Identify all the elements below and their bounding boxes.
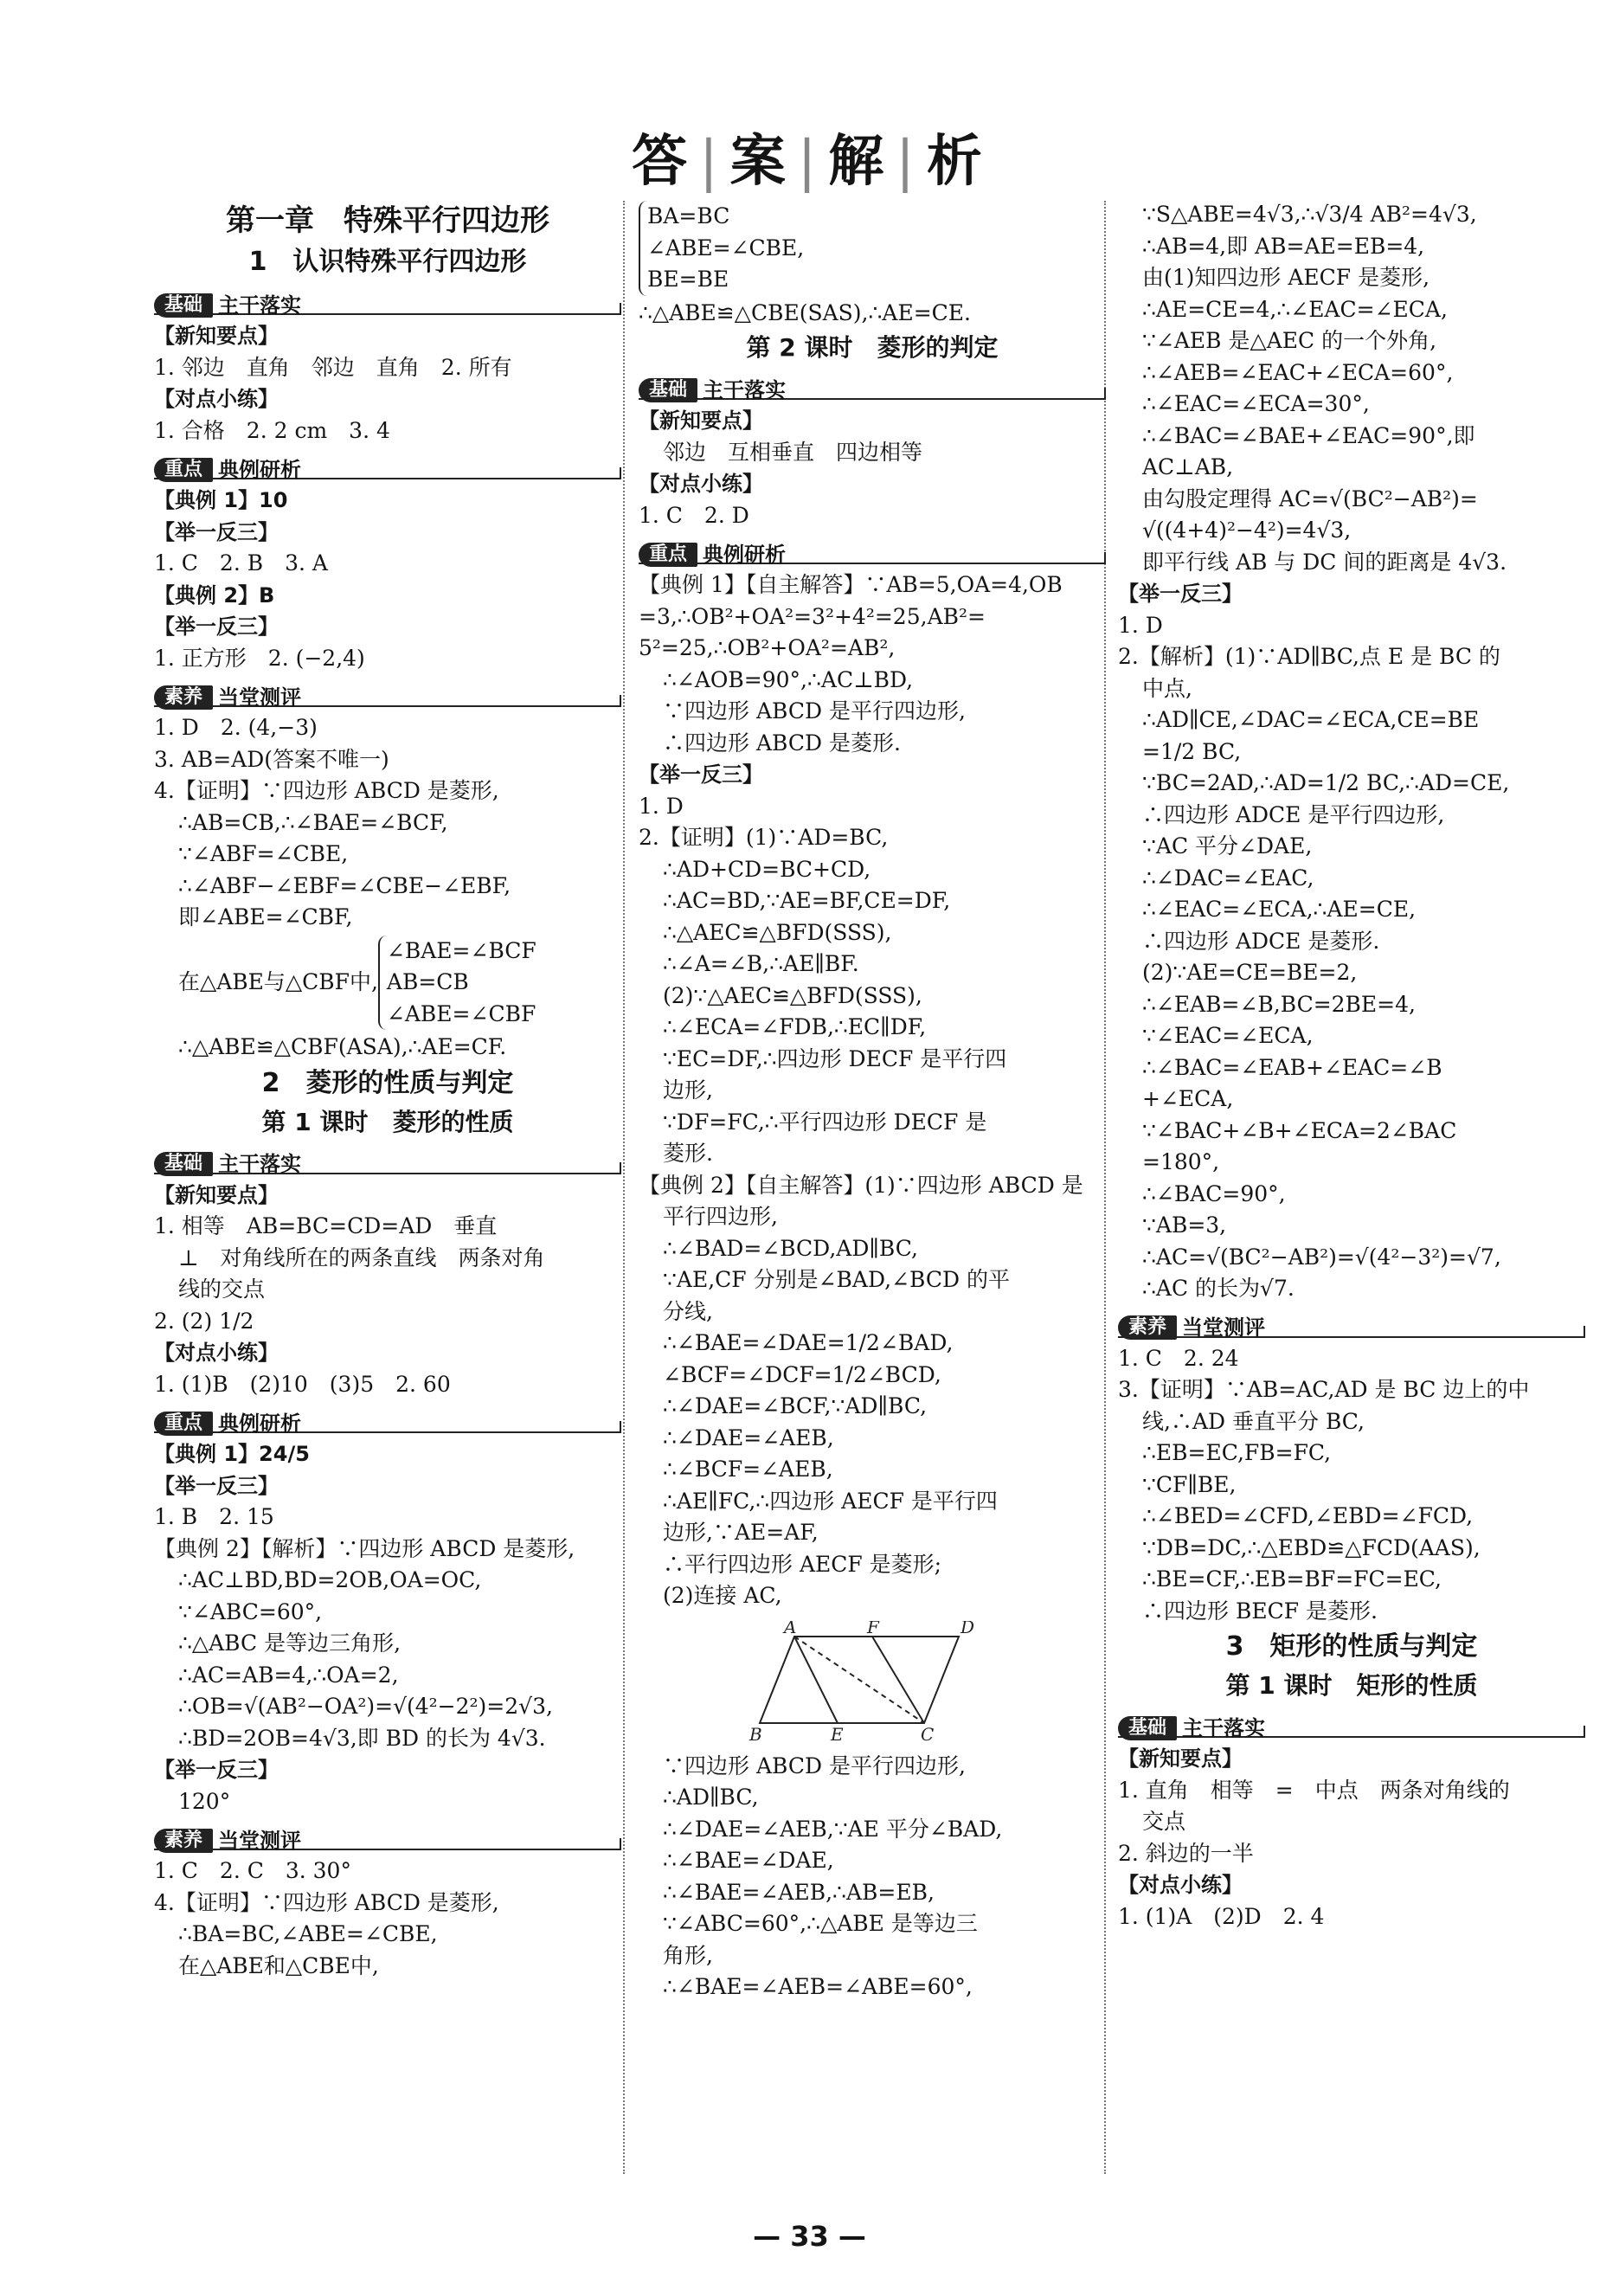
answer-line: ∵DF=FC,∴平行四边形 DECF 是 — [663, 1109, 987, 1135]
answer-line: (2)∵△AEC≌△BFD(SSS), — [663, 982, 922, 1008]
answer-column-1 — [154, 199, 621, 2216]
answer-column-2 — [639, 199, 1106, 2216]
answer-line: 由勾股定理得 AC=√(BC²−AB²)= — [1142, 486, 1478, 511]
answer-line: 【典例 2】【解析】∵四边形 ABCD 是菱形, — [154, 1535, 575, 1561]
answer-line: 平行四边形, — [663, 1204, 778, 1229]
answer-line: 【典例 2】【自主解答】(1)∵四边形 ABCD 是 — [639, 1172, 1083, 1198]
answer-line: ∴平行四边形 AECF 是菱形; — [663, 1551, 942, 1577]
answer-line: ∴AD+CD=BC+CD, — [663, 856, 871, 882]
answer-line: ⊥ 对角线所在的两条直线 两条对角 — [178, 1244, 545, 1270]
answer-line: ∴AC=√(BC²−AB²)=√(4²−3²)=√7, — [1142, 1244, 1501, 1270]
answer-line: ∴∠BCF=∠AEB, — [663, 1457, 833, 1482]
answer-line: 即平行线 AB 与 DC 间的距离是 4√3. — [1142, 549, 1507, 575]
answer-line: 边形,∵AE=AF, — [663, 1520, 819, 1545]
section-bar-jichu: 基础 主干落实 — [154, 286, 621, 315]
answer-line: 即∠ABE=∠CBF, — [178, 904, 353, 929]
section-title: 2 菱形的性质与判定 — [261, 1067, 514, 1098]
answer-line: ∴∠BED=∠CFD,∠EBD=∠FCD, — [1142, 1503, 1474, 1528]
answer-line: (2)∵AE=CE=BE=2, — [1142, 960, 1358, 985]
point-label-a: A — [784, 1620, 797, 1637]
chapter-title: 第一章 特殊平行四边形 — [226, 203, 549, 238]
answer-line: ∴AC⊥BD,BD=2OB,OA=OC, — [178, 1567, 482, 1592]
lesson-title: 第 2 课时 菱形的判定 — [746, 333, 999, 362]
answer-line: 1. 相等 AB=BC=CD=AD 垂直 — [154, 1213, 498, 1238]
parallelogram-diagram — [742, 1621, 1002, 1742]
point-label-b: B — [749, 1723, 762, 1742]
subheading: 【举一反三】 — [154, 1758, 279, 1782]
subheading: 【新知要点】 — [639, 408, 763, 433]
point-label-c: C — [921, 1723, 935, 1742]
answer-line: ∴∠BAE=∠DAE, — [663, 1848, 834, 1873]
section-bar-zhongdian: 重点 典例研析 — [639, 535, 1106, 564]
section-bar-zhongdian: 重点 典例研析 — [154, 450, 621, 479]
answer-line: 2. 斜边的一半 — [1118, 1840, 1254, 1866]
brace-group: 在△ABE与△CBF中, ∠BAE=∠BCF AB=CB ∠ABE=∠CBF — [154, 934, 621, 1032]
subheading: 【对点小练】 — [154, 1341, 279, 1365]
answer-line: 【典例 1】【自主解答】∵AB=5,OA=4,OB — [639, 572, 1063, 597]
answer-line: ∴∠EAC=∠ECA,∴AE=CE, — [1142, 897, 1417, 922]
subheading: 【新知要点】 — [154, 1182, 279, 1207]
answer-line: 1. D 2. (4,−3) — [154, 715, 318, 740]
answer-line: ∵DB=DC,∴△EBD≌△FCD(AAS), — [1142, 1534, 1481, 1560]
answer-line: =3,∴OB²+OA²=3²+4²=25,AB²= — [639, 603, 986, 629]
answer-line: ∴AE=CE=4,∴∠EAC=∠ECA, — [1142, 296, 1448, 322]
answer-line: ∴AB=4,即 AB=AE=EB=4, — [1142, 233, 1425, 259]
answer-line: ∴∠DAC=∠EAC, — [1142, 865, 1314, 891]
segment-fc — [872, 1637, 924, 1723]
answer-line: ∴△ABE≌△CBE(SAS),∴AE=CE. — [639, 299, 971, 325]
subheading: 【典例 1】24/5 — [154, 1442, 310, 1466]
subheading: 【典例 1】10 — [154, 488, 288, 512]
answer-line: ∴AB=CB,∴∠BAE=∠BCF, — [178, 809, 448, 835]
answer-line: ∴△AEC≌△BFD(SSS), — [663, 919, 892, 945]
answer-line: ∴∠DAE=∠AEB, — [663, 1425, 834, 1450]
answer-column-3 — [1118, 199, 1585, 2216]
answer-line: ∴四边形 ADCE 是平行四边形, — [1142, 801, 1445, 827]
answer-line: ∵AB=3, — [1142, 1212, 1227, 1238]
answer-line: =1/2 BC, — [1142, 738, 1242, 764]
answer-line: ∠BCF=∠DCF=1/2∠BCD, — [663, 1361, 941, 1387]
subheading: 【新知要点】 — [154, 324, 279, 348]
answer-line: 1. B 2. 15 — [154, 1504, 274, 1529]
section-bar-suyang: 素养 当堂测评 — [154, 1821, 621, 1850]
answer-line: ∴△ABC 是等边三角形, — [178, 1630, 402, 1656]
answer-line: ∴四边形 ABCD 是菱形. — [663, 730, 901, 756]
answer-line: ∴∠EAC=∠ECA=30°, — [1142, 391, 1370, 416]
subheading: 【举一反三】 — [154, 614, 279, 639]
answer-line: ∴∠BAC=∠BAE+∠EAC=90°,即 — [1142, 422, 1475, 448]
answer-line: ∴BE=CF,∴EB=BF=FC=EC, — [1142, 1566, 1442, 1592]
answer-line: ∴∠ABF−∠EBF=∠CBE−∠EBF, — [178, 872, 511, 898]
answer-line: 1. (1)A (2)D 2. 4 — [1118, 1903, 1325, 1929]
subheading: 【对点小练】 — [1118, 1873, 1243, 1897]
answer-line: 线的交点 — [178, 1277, 266, 1302]
answer-line: 2.【证明】(1)∵AD=BC, — [639, 825, 889, 850]
answer-line: √((4+4)²−4²)=4√3, — [1142, 518, 1352, 543]
answer-line: ∵AE,CF 分别是∠BAD,∠BCD 的平 — [663, 1267, 1010, 1292]
answer-line: 线,∴AD 垂直平分 BC, — [1142, 1408, 1365, 1434]
answer-line: 邻边 互相垂直 四边相等 — [663, 439, 923, 465]
subheading: 【新知要点】 — [1118, 1746, 1243, 1771]
point-label-f: F — [867, 1620, 879, 1637]
answer-line: ∴四边形 ADCE 是菱形. — [1142, 928, 1380, 954]
subheading: 【举一反三】 — [639, 762, 763, 787]
answer-line: ∵∠AEB 是△AEC 的一个外角, — [1142, 328, 1437, 353]
answer-line: 1. (1)B (2)10 (3)5 2. 60 — [154, 1371, 451, 1397]
subheading: 【典例 2】B — [154, 582, 275, 608]
subheading: 【对点小练】 — [154, 387, 279, 411]
answer-line: 1. D — [1118, 612, 1163, 638]
answer-line: ∴AC 的长为√7. — [1142, 1276, 1295, 1301]
parallelogram-figure — [639, 1621, 1106, 1742]
section-bar-jichu: 基础 主干落实 — [154, 1145, 621, 1174]
title-char: 解 — [828, 130, 890, 194]
title-char: 析 — [926, 130, 987, 194]
segment-ac-dashed — [794, 1637, 924, 1723]
lesson-title: 第 1 课时 矩形的性质 — [1225, 1671, 1478, 1700]
answer-line: ∴∠BAE=∠DAE=1/2∠BAD, — [663, 1330, 954, 1355]
answer-line: ∴∠BAE=∠AEB=∠ABE=60°, — [663, 1974, 973, 1999]
page-title: 答 | 案 | 解 | 析 — [632, 130, 987, 194]
answer-line: ∵S△ABE=4√3,∴√3/4 AB²=4√3, — [1142, 202, 1477, 227]
answer-line: (2)连接 AC, — [663, 1583, 782, 1608]
answer-line: ∵EC=DF,∴四边形 DECF 是平行四 — [663, 1045, 1007, 1071]
answer-line: 1. 正方形 2. (−2,4) — [154, 645, 365, 671]
answer-line: 3. AB=AD(答案不唯一) — [154, 746, 389, 772]
answer-line: 交点 — [1142, 1809, 1186, 1834]
answer-line: ∴∠A=∠B,∴AE∥BF. — [663, 951, 859, 976]
answer-line: 角形, — [663, 1942, 713, 1968]
answer-line: 中点, — [1142, 675, 1192, 701]
section-bar-suyang: 素养 当堂测评 — [154, 678, 621, 707]
answer-line: 1. C 2. C 3. 30° — [154, 1858, 351, 1883]
answer-line: 1. D — [639, 793, 684, 819]
answer-line: 1. 直角 相等 = 中点 两条对角线的 — [1118, 1777, 1510, 1803]
answer-line: ∵∠ABC=60°, — [178, 1598, 323, 1624]
answer-line: +∠ECA, — [1142, 1086, 1234, 1111]
subheading: 【举一反三】 — [154, 1473, 279, 1498]
section-bar-jichu: 基础 主干落实 — [1118, 1708, 1585, 1738]
subheading: 【对点小练】 — [639, 472, 763, 496]
point-label-d: D — [960, 1620, 975, 1637]
answer-line: 由(1)知四边形 AECF 是菱形, — [1142, 265, 1430, 290]
answer-line: 3.【证明】∵AB=AC,AD 是 BC 边上的中 — [1118, 1377, 1530, 1402]
condition-brace: BA=BC ∠ABE=∠CBE, BE=BE — [639, 201, 1106, 296]
answer-line: 2. (2) 1/2 — [154, 1308, 254, 1334]
answer-line: 菱形. — [663, 1141, 713, 1166]
answer-line: ∴∠DAE=∠AEB,∵AE 平分∠BAD, — [663, 1816, 1003, 1842]
answer-line: 1. C 2. 24 — [1118, 1345, 1239, 1371]
answer-line: 边形, — [663, 1077, 713, 1103]
answer-line: ∴∠BAD=∠BCD,AD∥BC, — [663, 1235, 918, 1261]
answer-line: ∴EB=EC,FB=FC, — [1142, 1440, 1332, 1465]
page-number: — 33 — — [753, 2220, 866, 2253]
subheading: 【举一反三】 — [154, 519, 279, 544]
answer-line: ∵∠BAC+∠B+∠ECA=2∠BAC — [1142, 1117, 1457, 1143]
section-title: 1 认识特殊平行四边形 — [248, 247, 527, 277]
answer-line: ∴∠BAC=90°, — [1142, 1180, 1286, 1206]
answer-line: 5²=25,∴OB²+OA²=AB², — [639, 635, 896, 660]
answer-line: ∵∠ABC=60°,∴△ABE 是等边三 — [663, 1911, 978, 1936]
section-bar-zhongdian: 重点 典例研析 — [154, 1404, 621, 1433]
lesson-title: 第 1 课时 菱形的性质 — [261, 1107, 514, 1136]
section-bar-suyang: 素养 当堂测评 — [1118, 1309, 1585, 1338]
answer-line: ∵AC 平分∠DAE, — [1142, 833, 1313, 859]
answer-line: ∴AE∥FC,∴四边形 AECF 是平行四 — [663, 1488, 998, 1514]
answer-line: ∴∠BAE=∠AEB,∴AB=EB, — [663, 1879, 935, 1905]
answer-line: AC⊥AB, — [1142, 454, 1234, 479]
column-divider — [623, 201, 625, 2174]
answer-line: 1. 合格 2. 2 cm 3. 4 — [154, 417, 390, 443]
answer-line: 2.【解析】(1)∵AD∥BC,点 E 是 BC 的 — [1118, 644, 1500, 669]
answer-line: ∴AC=AB=4,∴OA=2, — [178, 1662, 399, 1688]
answer-line: ∵∠EAC=∠ECA, — [1142, 1023, 1314, 1048]
answer-line: ∴OB=√(AB²−OA²)=√(4²−2²)=2√3, — [178, 1694, 553, 1719]
answer-line: ∴∠ECA=∠FDB,∴EC∥DF, — [663, 1014, 927, 1039]
answer-line: 1. C 2. D — [639, 502, 749, 528]
answer-line: ∴∠EAB=∠B,BC=2BE=4, — [1142, 991, 1416, 1017]
answer-line: ∵四边形 ABCD 是平行四边形, — [663, 1753, 966, 1778]
answer-line: ∵四边形 ABCD 是平行四边形, — [663, 698, 966, 724]
subheading: 【举一反三】 — [1118, 582, 1243, 606]
answer-line: ∴BD=2OB=4√3,即 BD 的长为 4√3. — [178, 1725, 546, 1751]
answer-line: 1. C 2. B 3. A — [154, 550, 328, 576]
answer-line: ∴AC=BD,∵AE=BF,CE=DF, — [663, 888, 951, 913]
answer-line: 分线, — [663, 1298, 713, 1324]
answer-line: ∴△ABE≌△CBF(ASA),∴AE=CF. — [178, 1034, 507, 1059]
answer-line: 4.【证明】∵四边形 ABCD 是菱形, — [154, 778, 499, 803]
section-bar-jichu: 基础 主干落实 — [639, 370, 1106, 400]
answer-line: 1. 邻边 直角 邻边 直角 2. 所有 — [154, 354, 512, 380]
answer-line: 在△ABE和△CBE中, — [178, 1952, 379, 1978]
answer-line: ∴∠AEB=∠EAC+∠ECA=60°, — [1142, 359, 1454, 385]
title-char: 答 — [632, 130, 693, 194]
answer-line: 4.【证明】∵四边形 ABCD 是菱形, — [154, 1889, 499, 1915]
answer-line: ∵CF∥BE, — [1142, 1471, 1237, 1497]
point-label-e: E — [831, 1723, 844, 1742]
answer-line: ∴∠DAE=∠BCF,∵AD∥BC, — [663, 1393, 928, 1418]
answer-line: ∴∠AOB=90°,∴AC⊥BD, — [663, 666, 914, 692]
answer-line: ∵BC=2AD,∴AD=1/2 BC,∴AD=CE, — [1142, 770, 1510, 795]
segment-ae — [794, 1637, 838, 1723]
answer-line: =180°, — [1142, 1149, 1220, 1174]
answer-line: ∴四边形 BECF 是菱形. — [1142, 1598, 1378, 1624]
answer-line: ∴AD∥BC, — [663, 1785, 759, 1810]
answer-line: ∴∠BAC=∠EAB+∠EAC=∠B — [1142, 1054, 1442, 1080]
section-title: 3 矩形的性质与判定 — [1225, 1631, 1478, 1662]
title-char: 案 — [729, 130, 791, 194]
answer-line: ∴AD∥CE,∠DAC=∠ECA,CE=BE — [1142, 707, 1480, 732]
answer-line: 120° — [178, 1788, 231, 1814]
condition-brace: ∠BAE=∠BCF AB=CB ∠ABE=∠CBF — [378, 936, 536, 1031]
answer-line: ∴BA=BC,∠ABE=∠CBE, — [178, 1921, 438, 1946]
answer-line: ∵∠ABF=∠CBE, — [178, 841, 349, 866]
